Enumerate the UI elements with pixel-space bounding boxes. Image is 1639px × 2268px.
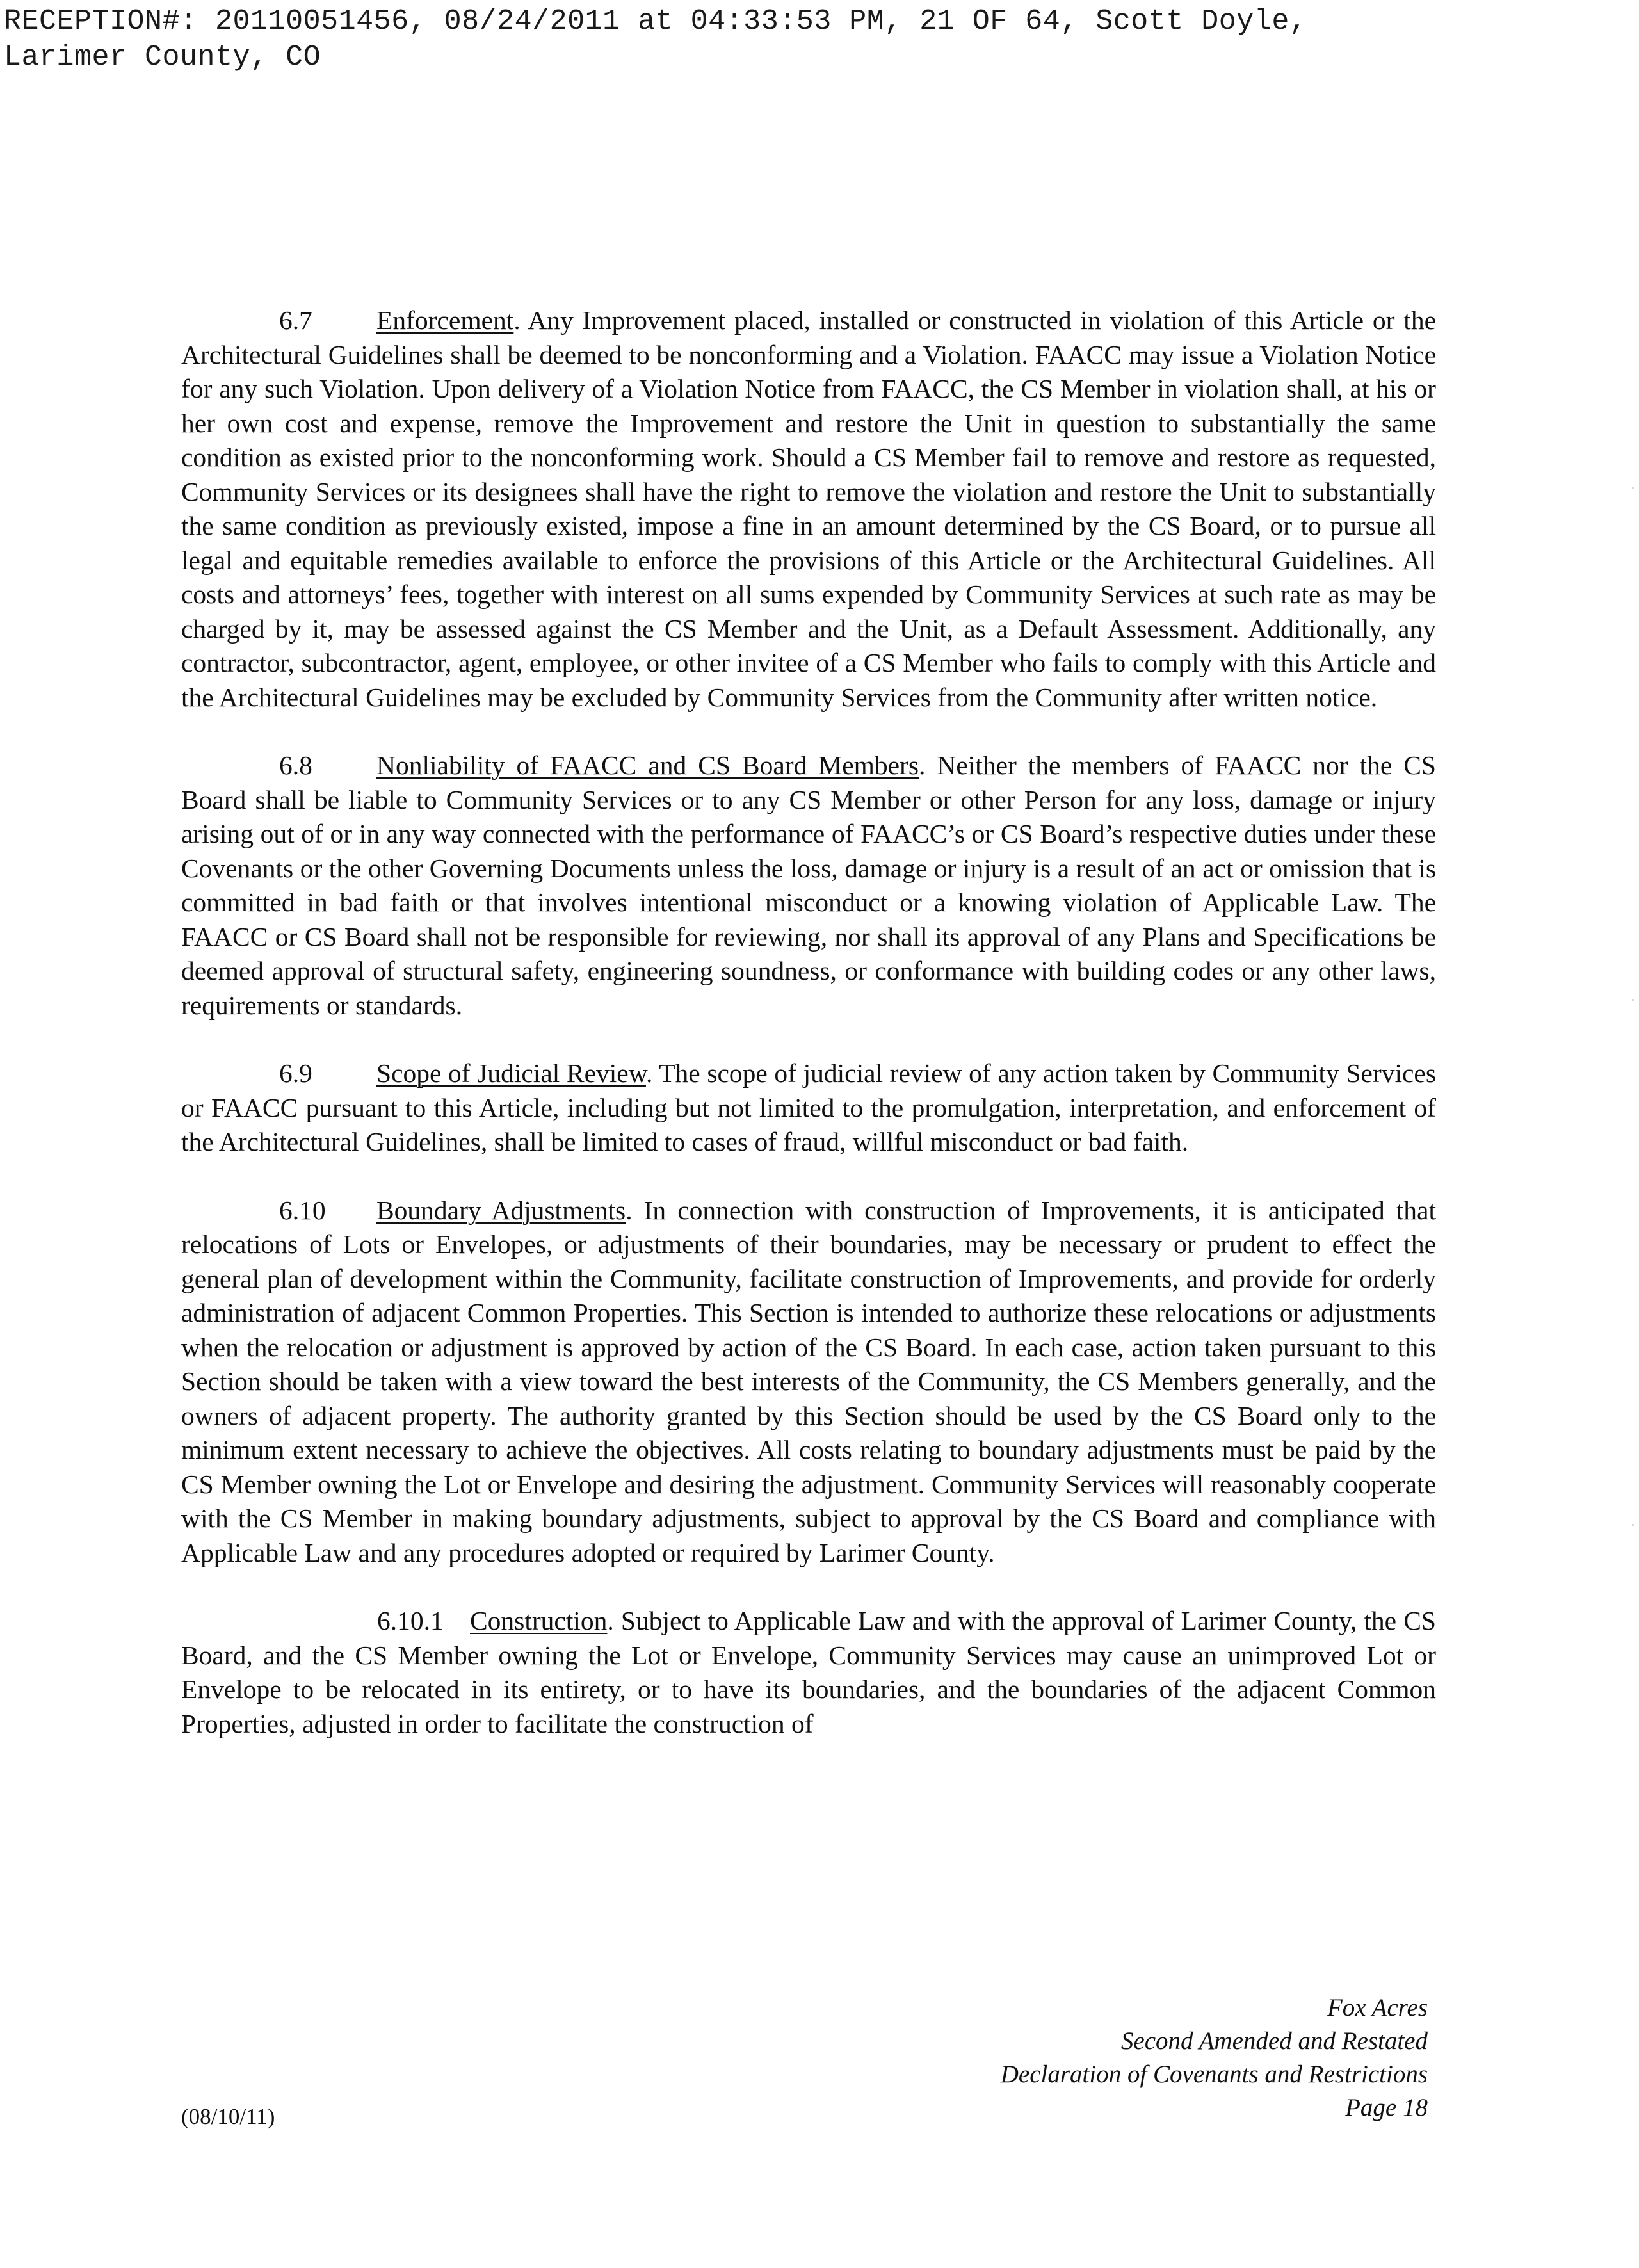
footer-project: Fox Acres [1327,1994,1428,2021]
scan-speck [1632,1524,1634,1526]
footer-date: (08/10/11) [181,2104,275,2129]
section-6-7 [181,304,1436,715]
section-6-10-1 [181,1604,1436,1741]
section-6-8 [181,749,1436,1023]
section-heading: Scope of Judicial Review [376,1058,646,1088]
footer-document-title: Declaration of Covenants and Restrictions [1000,2061,1428,2088]
section-text: . Any Improvement placed, installed or constructed in violation of this Article or the Architectural Guidelines shall be deemed to be nonconforming and a Violation. FAACC may issue a Violation Notice for any such Violation. Upon delivery of a Violation Notice from FAACC, the CS Member in violation shall, at his or her own cost and expense, remove the Improvement and restore the Unit in question to substantially the same condition as existed prior to the nonconforming work. Should a CS Member fail to remove and restore as requested, Community Services or its designees shall have the right to remove the violation and restore the Unit to substantially the same condition as previously existed, impose a fine in an amount determined by the CS Board, or to pursue all legal and equitable remedies available to enforce the provisions of this Article or the Architectural Guidelines. All costs and attorneys’ fees, together with interest on all sums expended by Community Services at such rate as may be charged by it, may be assessed against the CS Member and the Unit, as a Default Assessment. Additionally, any contractor, subcontractor, agent, employee, or other invitee of a CS Member who fails to comply with this Article and the Architectural Guidelines may be excluded by Community Services from the Community after written notice. [181,305,1436,712]
document-body [181,304,1436,1775]
section-text: . The scope of judicial review of any action taken by Community Services or FAACC pursuant to this Article, including but not limited to the promulgation, interpretation, and enforcement of the Architectural Guidelines, shall be limited to cases of fraud, willful misconduct or bad faith. [181,1058,1436,1156]
section-heading: Construction [470,1606,608,1635]
section-number: 6.10 [279,1195,326,1225]
section-number: 6.10.1 [377,1606,444,1635]
document-footer [1001,1991,1428,2125]
stamp-line-1: RECEPTION#: 20110051456, 08/24/2011 at 04:33:53 PM, 21 OF 64, Scott Doyle, [4,5,1307,38]
section-6-10 [181,1194,1436,1571]
section-heading: Nonliability of FAACC and CS Board Members [376,750,919,780]
scan-speck [1632,487,1634,489]
scan-speck [1632,999,1634,1001]
section-number: 6.8 [279,750,312,780]
stamp-line-2: Larimer County, CO [4,41,321,74]
section-text: . Subject to Applicable Law and with the approval of Larimer County, the CS Board, and the CS Member owning the Lot or Envelope, Community Services may cause an unimproved Lot or Envelope to be relocated in its entirety, or to have its boundaries, and the boundaries of the adjacent Common Properties, adjusted in order to facilitate the construction of [181,1606,1436,1738]
recording-stamp [4,4,1617,76]
section-heading: Enforcement [376,305,514,335]
section-heading: Boundary Adjustments [376,1195,626,1225]
page-number: Page 18 [1345,2094,1428,2121]
section-text: . Neither the members of FAACC nor the CS Board shall be liable to Community Services or to any CS Member or other Person for any loss, damage or injury arising out of or in any way connected with the performance of FAACC’s or CS Board’s respective duties under these Covenants or the other Governing Documents unless the loss, damage or injury is a result of an act or omission that is committed in bad faith or that involves intentional misconduct or a knowing violation of Applicable Law. The FAACC or CS Board shall not be responsible for reviewing, nor shall its approval of any Plans and Specifications be deemed approval of structural safety, engineering soundness, or conformance with building codes or any other laws, requirements or standards. [181,750,1437,1020]
section-6-9 [181,1057,1436,1160]
footer-subtitle: Second Amended and Restated [1120,2027,1428,2055]
section-number: 6.9 [279,1058,312,1088]
section-number: 6.7 [279,305,312,335]
section-text: . In connection with construction of Improvements, it is anticipated that relocations of Lots or Envelopes, or adjustments of their boundaries, may be necessary or prudent to effect the general plan of development within the Community, facilitate construction of Improvements, and provide for orderly administration of adjacent Common Properties. This Section is intended to authorize these relocations or adjustments when the relocation or adjustment is approved by action of the CS Board. In each case, action taken pursuant to this Section should be taken with a view toward the best interests of the Community, the CS Members generally, and the owners of adjacent property. The authority granted by this Section should be used by the CS Board only to the minimum extent necessary to achieve the objectives. All costs relating to boundary adjustments must be paid by the CS Member owning the Lot or Envelope and desiring the adjustment. Community Services will reasonably cooperate with the CS Member in making boundary adjustments, subject to approval by the CS Board and compliance with Applicable Law and any procedures adopted or required by Larimer County. [181,1195,1436,1567]
